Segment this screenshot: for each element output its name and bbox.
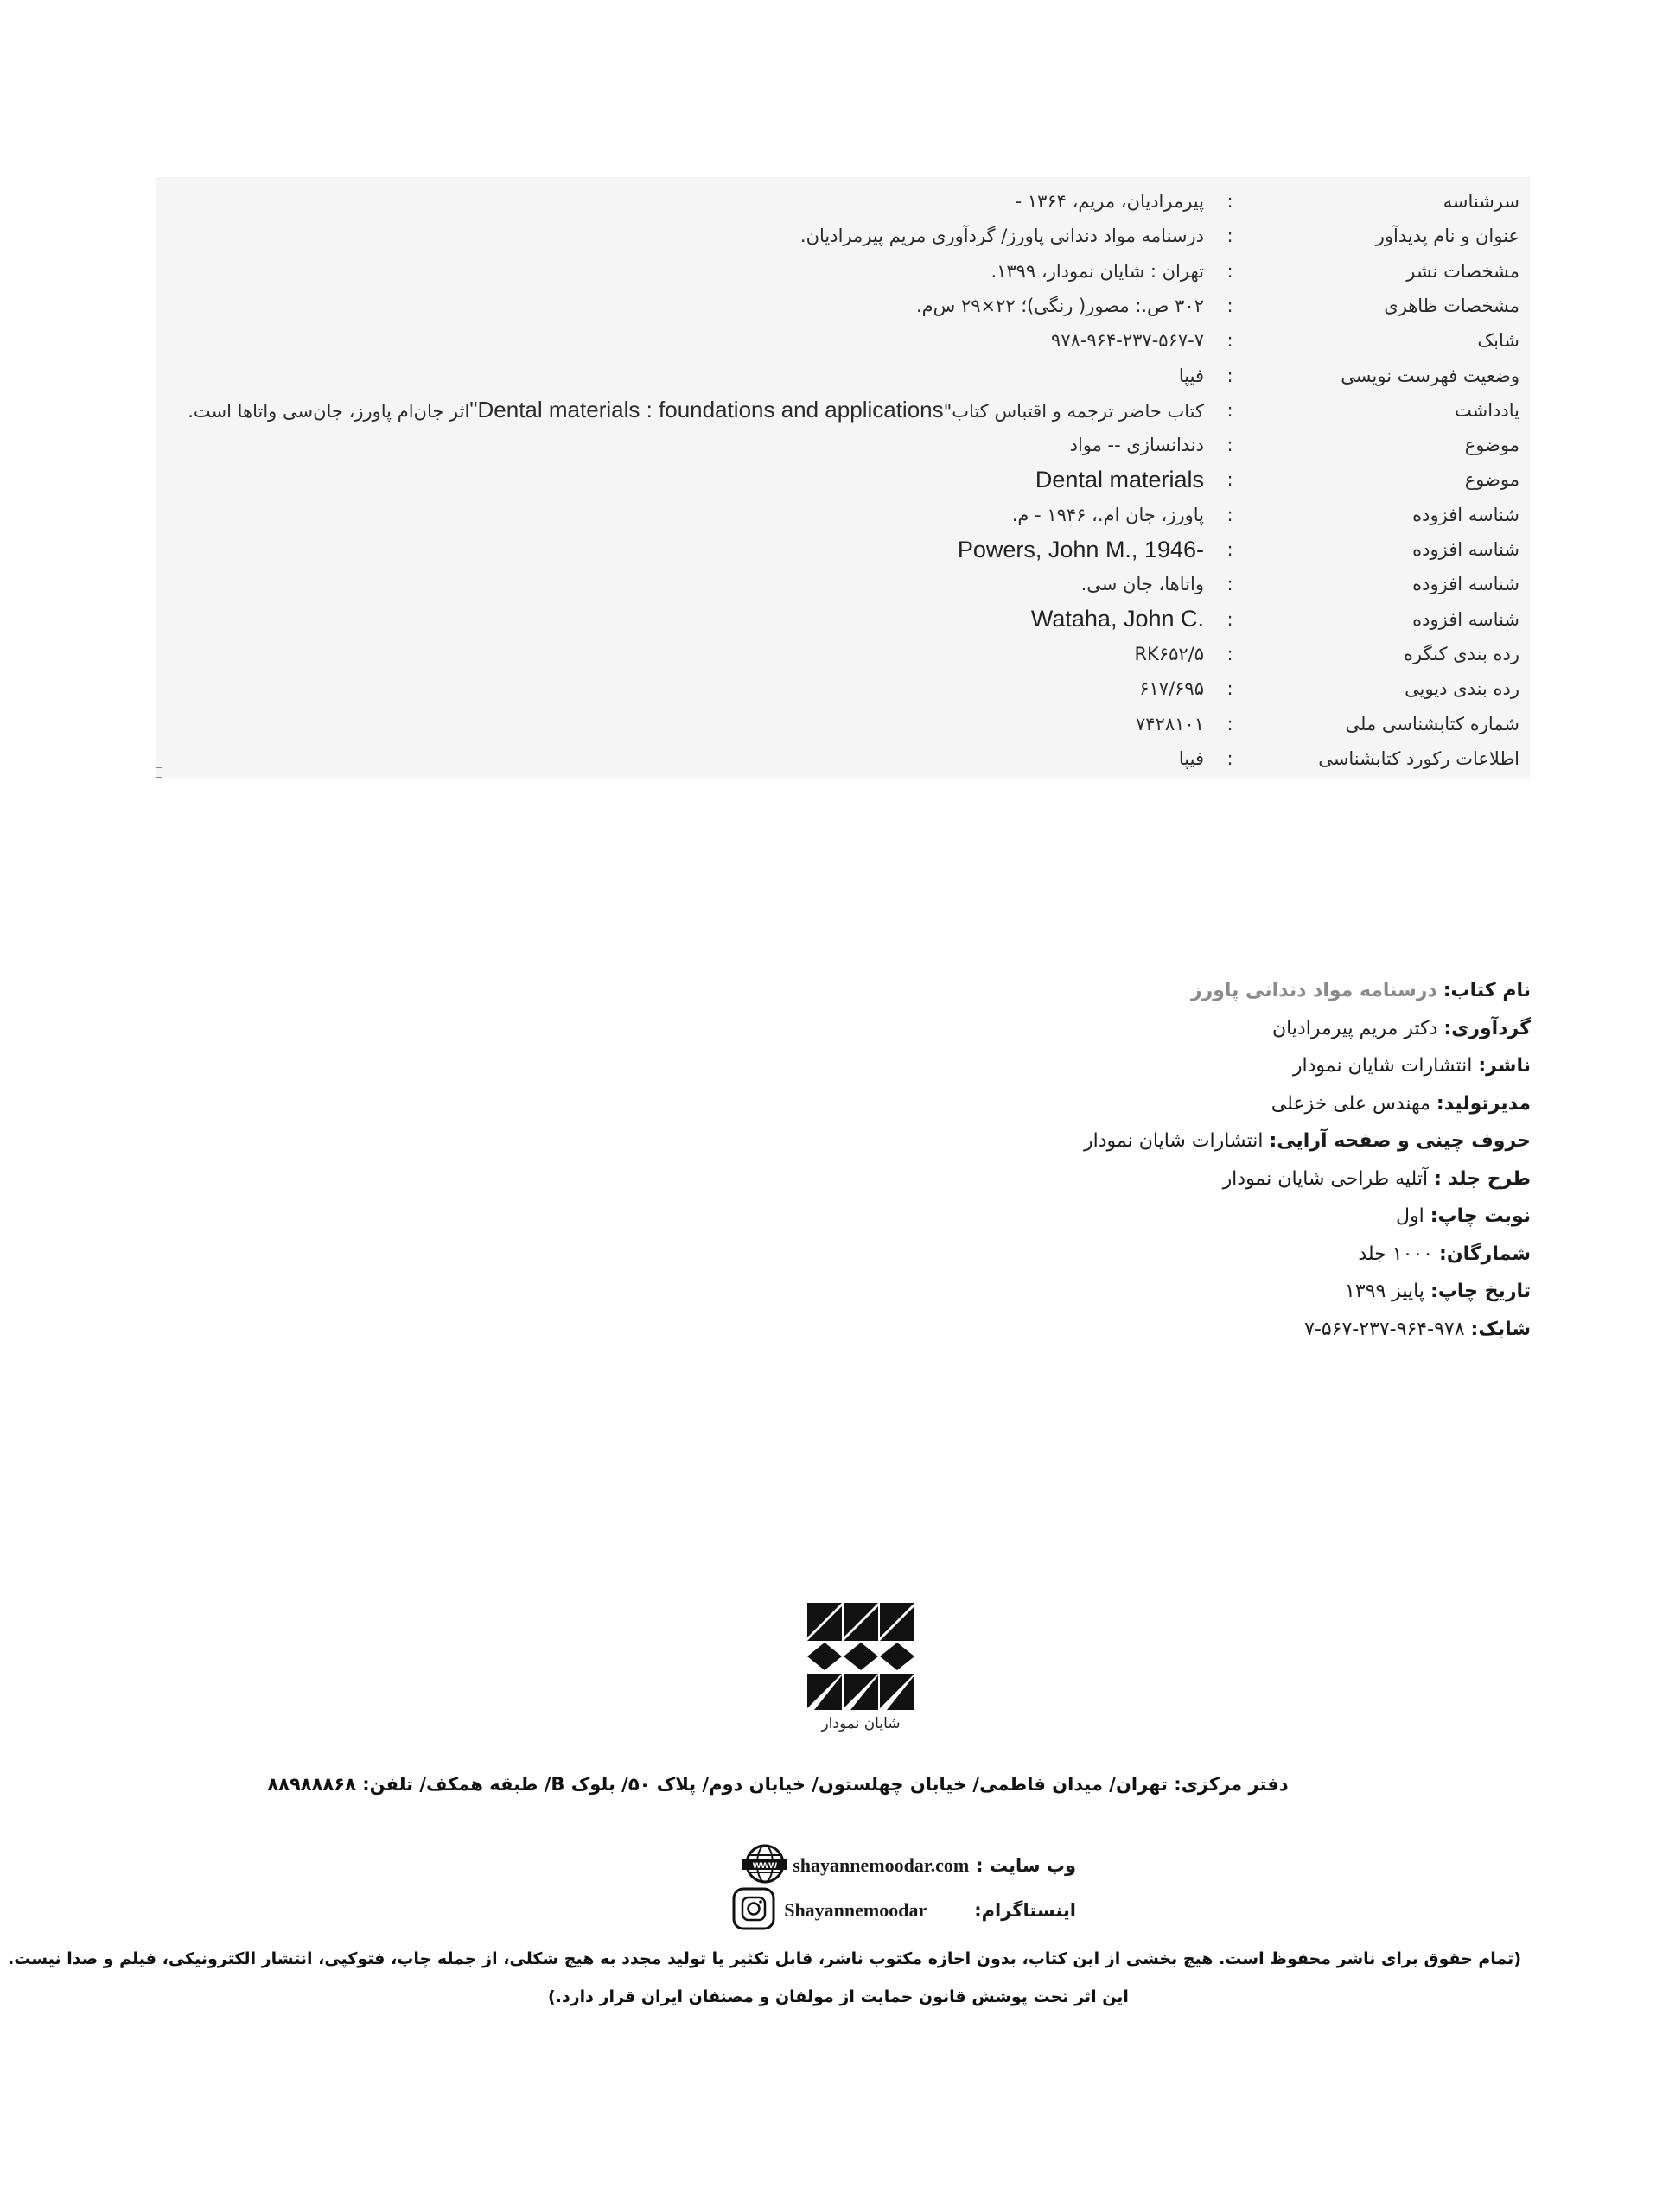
cip-row — [156, 359, 1519, 393]
cip-row — [156, 219, 1519, 253]
cip-value: Dental materials — [1035, 466, 1204, 493]
cip-row — [156, 741, 1519, 776]
instagram-label: اینستاگرام: — [974, 1900, 1076, 1921]
cip-label: شناسه افزوده — [1412, 504, 1519, 525]
cip-row — [156, 289, 1519, 323]
instagram-icon — [732, 1887, 775, 1934]
imprint-production-manager: مدیرتولید: مهندس علی خزعلی — [1271, 1092, 1531, 1115]
cip-colon: : — [1226, 469, 1233, 491]
website-label: وب سایت : — [976, 1855, 1076, 1876]
cip-value: ۳۰۲ ص.: مصور( رنگی)؛ ۲۲×۲۹ س‌م. — [915, 295, 1204, 316]
imprint-print-date: تاریخ چاپ: پاییز ۱۳۹۹ — [1345, 1281, 1531, 1302]
cip-value: فیپا — [1178, 747, 1204, 769]
cip-note-suffix: اثر جان‌ام پاورز، جان‌سی واتاها است. — [188, 401, 470, 423]
cip-colon: : — [1226, 713, 1233, 734]
cip-value: درسنامه مواد دندانی پاورز/ گردآوری مریم پیرمرادیان. — [799, 226, 1204, 247]
cip-label: شناسه افزوده — [1412, 574, 1519, 595]
cip-value: ۶۱۷/۶۹۵ — [1139, 678, 1204, 700]
cip-value: Wataha, John C. — [1030, 606, 1204, 632]
imprint-cover-design: طرح جلد : آتلیه طراحی شایان نمودار — [1222, 1167, 1531, 1190]
cip-label: شناسه افزوده — [1412, 608, 1519, 630]
cip-colon: : — [1226, 226, 1233, 247]
book-title-value: درسنامه مواد دندانی پاورز — [1190, 980, 1437, 1001]
cip-colon: : — [1226, 678, 1233, 700]
cip-colon: : — [1226, 539, 1233, 560]
cip-row — [156, 393, 1519, 428]
imprint-compiler: گردآوری: دکتر مریم پیرمرادیان — [1271, 1017, 1531, 1039]
cip-label: شابک — [1477, 330, 1519, 352]
cip-label: وضعیت فهرست نویسی — [1341, 365, 1519, 386]
cip-colon: : — [1226, 643, 1233, 664]
website-link[interactable]: shayannemoodar.com — [793, 1854, 970, 1876]
cip-row — [156, 532, 1519, 567]
copyright-law-notice: این اثر تحت پوشش قانون حمایت از مولفان و مصنفان ایران قرار دارد.) — [548, 1987, 1129, 2006]
cip-row — [156, 254, 1519, 289]
cip-label: سرشناسه — [1443, 191, 1519, 212]
cip-value: RK۶۵۲/۵ — [1134, 643, 1204, 664]
cip-colon: : — [1226, 365, 1233, 386]
cip-row — [156, 498, 1519, 532]
cip-label: شناسه افزوده — [1412, 539, 1519, 560]
publisher-logo — [807, 1603, 914, 1710]
cip-value: پیرمرادیان، مریم، ۱۳۶۴ - — [1015, 191, 1204, 212]
cip-label: موضوع — [1464, 435, 1519, 456]
cataloging-in-publication-block — [156, 177, 1530, 778]
cip-colon: : — [1226, 295, 1233, 316]
cip-label: موضوع — [1464, 469, 1519, 491]
cip-label: رده بندی کنگره — [1403, 643, 1519, 664]
svg-text:www: www — [753, 1859, 778, 1871]
imprint-copies: شمارگان: ۱۰۰۰ جلد — [1358, 1243, 1531, 1265]
cip-value: ۷۴۲۸۱۰۱ — [1136, 713, 1204, 734]
cip-value: ۹۷۸-۹۶۴-۲۳۷-۵۶۷-۷ — [1051, 330, 1204, 352]
cip-label: مشخصات نشر — [1406, 260, 1519, 282]
cip-colon: : — [1226, 574, 1233, 595]
cip-colon: : — [1226, 435, 1233, 456]
cip-label: عنوان و نام پدیدآور — [1375, 226, 1519, 247]
logo-caption: شایان نمودار — [821, 1715, 901, 1732]
imprint-edition: نوبت چاپ: اول — [1395, 1205, 1531, 1227]
cip-colon: : — [1226, 504, 1233, 525]
cip-corner-mark — [156, 767, 162, 778]
cip-colon: : — [1226, 260, 1233, 282]
cip-label: شماره کتابشناسی ملی — [1345, 713, 1519, 734]
cip-label: مشخصات ظاهری — [1384, 295, 1519, 316]
copyright-notice: (تمام حقوق برای ناشر محفوظ است. هیچ بخشی از این کتاب، بدون اجازه مکتوب ناشر، قابل تکثیر یا تولید مجدد به هیچ شکلی، از جمله چاپ، فتوکپی، انتشار الکترونیکی، فیلم و صدا نیست. — [8, 1949, 1521, 1968]
cip-row — [156, 184, 1519, 219]
cip-note-prefix: کتاب حاضر ترجمه و اقتباس کتاب" — [943, 401, 1204, 423]
cip-row — [156, 462, 1519, 497]
cip-colon: : — [1226, 330, 1233, 352]
cip-note-original-title: Dental materials : foundations and applications" — [469, 397, 944, 423]
imprint-publisher: ناشر: انتشارات شایان نمودار — [1292, 1055, 1531, 1077]
cip-row — [156, 707, 1519, 741]
imprint-typesetting: حروف چینی و صفحه آرایی: انتشارات شایان نمودار — [1083, 1130, 1531, 1152]
cip-value: دندانسازی -- مواد — [1069, 435, 1204, 456]
cip-label: یادداشت — [1455, 399, 1519, 421]
book-imprint — [753, 972, 1531, 1348]
cip-colon: : — [1226, 608, 1233, 630]
instagram-handle[interactable]: Shayannemoodar — [784, 1899, 927, 1921]
imprint-isbn: شابک: ۹۷۸-۹۶۴-۲۳۷-۵۶۷-۷ — [1304, 1318, 1531, 1340]
cip-value: فیپا — [1178, 365, 1204, 386]
cip-colon: : — [1226, 747, 1233, 769]
cip-row — [156, 671, 1519, 706]
cip-row — [156, 567, 1519, 601]
cip-colon: : — [1226, 191, 1233, 212]
website-row — [687, 1845, 1076, 1886]
cip-value: واتاها، جان سی. — [1080, 574, 1204, 595]
cip-value — [156, 397, 1204, 423]
www-globe-icon — [742, 1843, 787, 1888]
imprint-book-title: نام کتاب: درسنامه مواد دندانی پاورز — [1190, 980, 1531, 1001]
cip-value: Powers, John M., 1946- — [957, 536, 1204, 563]
cip-row — [156, 323, 1519, 358]
cip-row — [156, 428, 1519, 462]
cip-row — [156, 637, 1519, 671]
cip-colon: : — [1226, 399, 1233, 421]
cip-value: تهران : شایان نمودار، ۱۳۹۹. — [991, 260, 1204, 282]
instagram-row — [687, 1886, 1076, 1935]
cip-value: پاورز، جان ام.، ۱۹۴۶ - م. — [1011, 504, 1204, 525]
head-office-address: دفتر مرکزی: تهران/ میدان فاطمی/ خیابان چهلستون/ خیابان دوم/ پلاک ۵۰/ بلوک B/ طبقه همکف/ تلفن: ۸۸۹۸۸۸۶۸ — [267, 1774, 1289, 1795]
cip-label: اطلاعات رکورد کتابشناسی — [1318, 747, 1519, 769]
cip-label: رده بندی دیویی — [1405, 678, 1519, 700]
cip-row — [156, 602, 1519, 637]
